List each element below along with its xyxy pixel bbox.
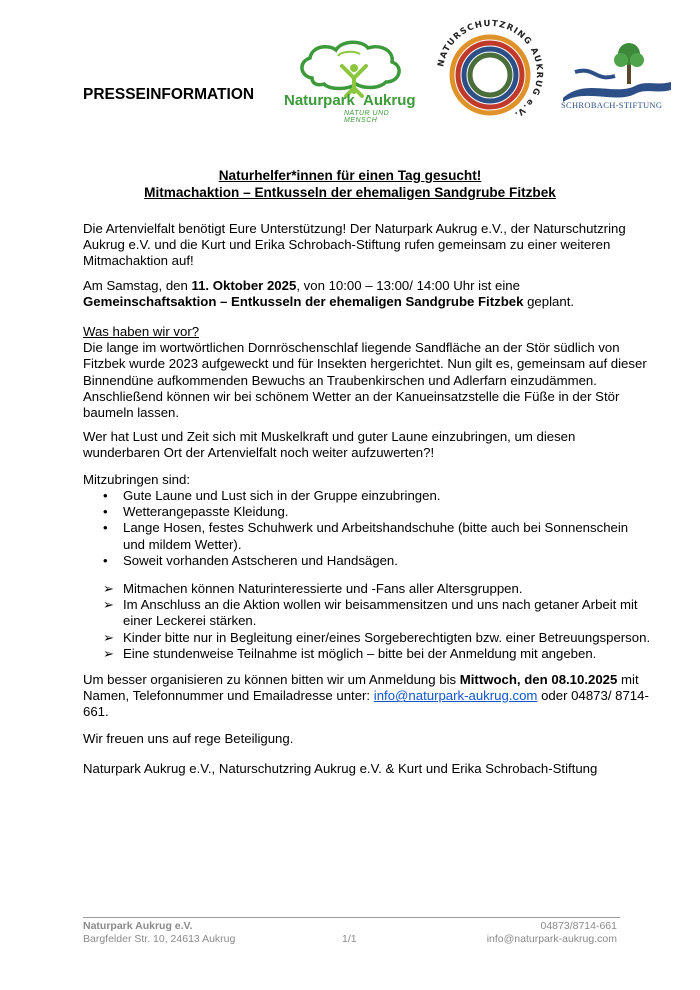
bring-item-text: Soweit vorhanden Astscheren und Handsägen. bbox=[123, 552, 398, 568]
title-line-1: Naturhelfer*innen für einen Tag gesucht! bbox=[218, 168, 482, 183]
svg-text:NATURSCHUTZRING AUKRUG e.V.: NATURSCHUTZRING AUKRUG e.V. bbox=[436, 18, 545, 120]
schrobach-tree-river-icon bbox=[555, 38, 677, 102]
date-text-1: Am Samstag, den bbox=[83, 278, 192, 293]
registration-text bbox=[83, 672, 653, 721]
list-item bbox=[83, 553, 653, 569]
note-text: Kinder bitte nur in Begleitung einer/eines Sorgeberechtigten bzw. einer Betreuungsperson. bbox=[123, 629, 651, 645]
event-name: Gemeinschaftsaktion – Entkusseln der ehemaligen Sandgrube Fitzbek bbox=[83, 294, 524, 310]
date-text bbox=[83, 278, 653, 310]
signature-text: Naturpark Aukrug e.V., Naturschutzring Aukrug e.V. & Kurt und Erika Schrobach-Stiftung bbox=[83, 761, 598, 776]
registration-text-1: Um besser organisieren zu können bitten wir um Anmeldung bis bbox=[83, 672, 460, 687]
intro-paragraph bbox=[83, 221, 653, 270]
arrow-bullet-icon: ➢ bbox=[103, 629, 115, 645]
note-text: Im Anschluss an die Aktion wollen wir beisammensitzen und uns nach getaner Arbeit mit einer Leckerei stärken. bbox=[123, 597, 638, 629]
registration-text-2: mit Namen, Telefonnummer und Emailadresse unter: bbox=[83, 672, 639, 704]
bullet-icon: • bbox=[103, 488, 108, 503]
bring-item-text: Gute Laune und Lust sich in der Gruppe einzubringen. bbox=[123, 488, 441, 503]
invite-text: Wer hat Lust und Zeit sich mit Muskelkraft und guter Laune einzubringen, um diesen wunderbaren Ort der Artenvielfalt noch weiter aufzuwerten?! bbox=[83, 429, 576, 461]
list-item bbox=[83, 646, 653, 662]
naturschutzring-ring-icon bbox=[434, 17, 546, 129]
registration-text-3: oder 04873/ 8714-661. bbox=[83, 688, 649, 720]
naturschutzring-logo bbox=[434, 17, 546, 129]
bullet-icon: • bbox=[103, 552, 108, 568]
title-line-2: Mitmachaktion – Entkusseln der ehemaligen Sandgrube Fitzbek bbox=[144, 184, 556, 200]
naturpark-aukrug-logo bbox=[282, 38, 422, 128]
bring-heading bbox=[83, 472, 653, 488]
registration-deadline: Mittwoch, den 08.10.2025 bbox=[459, 672, 618, 687]
bring-item-text: Wetterangepasste Kleidung. bbox=[123, 504, 289, 520]
event-date: 11. Oktober 2025 bbox=[191, 278, 297, 293]
list-item bbox=[83, 520, 653, 552]
invite-paragraph bbox=[83, 429, 653, 461]
registration-paragraph bbox=[83, 672, 653, 721]
schrobach-stiftung-logo bbox=[555, 38, 677, 118]
note-text: Eine stundenweise Teilnahme ist möglich – bitte bei der Anmeldung mit angeben. bbox=[123, 645, 597, 661]
intro-text: Die Artenvielfalt benötigt Eure Unterstützung! Der Naturpark Aukrug e.V., der Naturschutzring Aukrug e.V. und die Kurt und Erika Schrobach-Stiftung rufen gemeinsam zu einer weiteren Mitmachaktion auf! bbox=[83, 221, 626, 269]
list-item bbox=[83, 581, 653, 597]
footer-phone: 04873/8714-661 bbox=[540, 920, 617, 932]
footer-org: Naturpark Aukrug e.V. bbox=[83, 920, 193, 932]
plan-section bbox=[83, 324, 653, 421]
note-text: Mitmachen können Naturinteressierte und -Fans aller Altersgruppen. bbox=[123, 581, 523, 596]
press-label: PRESSEINFORMATION bbox=[83, 86, 255, 103]
list-item bbox=[83, 504, 653, 520]
list-item bbox=[83, 630, 653, 646]
date-text-3: geplant. bbox=[523, 294, 575, 310]
footer-page-number: 1/1 bbox=[342, 933, 357, 945]
naturpark-logo-text bbox=[284, 92, 416, 109]
bring-list bbox=[83, 488, 653, 569]
plan-heading: Was haben wir vor? bbox=[83, 324, 200, 339]
schrobach-logo-text: SCHROBACH-STIFTUNG bbox=[561, 100, 663, 110]
notes-list bbox=[83, 581, 653, 662]
arrow-bullet-icon: ➢ bbox=[103, 597, 115, 613]
naturpark-logo-name: Naturpark bbox=[284, 92, 355, 109]
bullet-icon: • bbox=[103, 504, 108, 520]
plan-text: Die lange im wortwörtlichen Dornröschenschlaf liegende Sandfläche an der Stör südlich von Fitzbek wurde 2023 aufgeweckt und für Insekten hergerichtet. Nun gilt es, gemeinsam auf dieser Binnendüne aufkommenden Bewuchs an Traubenkirschen und Adlerfarn einzudämmen. Anschließend können wir bei schönem Wetter an der Kanueinsatzstelle die Füße in der Stör baumeln lassen. bbox=[83, 340, 647, 421]
bring-heading-text: Mitzubringen sind: bbox=[83, 472, 191, 487]
signature-paragraph bbox=[83, 761, 653, 777]
bullet-icon: • bbox=[103, 520, 108, 536]
closing-paragraph bbox=[83, 731, 653, 747]
naturpark-logo-name2: Aukrug bbox=[363, 92, 416, 109]
date-paragraph bbox=[83, 278, 653, 310]
email-link[interactable]: info@naturpark-aukrug.com bbox=[373, 688, 538, 704]
footer-email: info@naturpark-aukrug.com bbox=[486, 933, 617, 945]
footer-divider bbox=[83, 917, 620, 918]
arrow-bullet-icon: ➢ bbox=[103, 645, 115, 661]
naturpark-logo-tagline: NATUR UND MENSCH bbox=[344, 110, 390, 124]
footer-address: Bargfelder Str. 10, 24613 Aukrug bbox=[83, 933, 236, 945]
arrow-bullet-icon: ➢ bbox=[103, 581, 115, 596]
list-item bbox=[83, 488, 653, 504]
list-item bbox=[83, 597, 653, 629]
bring-item-text: Lange Hosen, festes Schuhwerk und Arbeitshandschuhe (bitte auch bei Sonnenschein und mildem Wetter). bbox=[123, 520, 629, 552]
page-title bbox=[83, 168, 617, 201]
date-text-2: , von 10:00 – 13:00/ 14:00 Uhr ist eine bbox=[296, 278, 520, 293]
closing-text: Wir freuen uns auf rege Beteiligung. bbox=[83, 731, 294, 746]
